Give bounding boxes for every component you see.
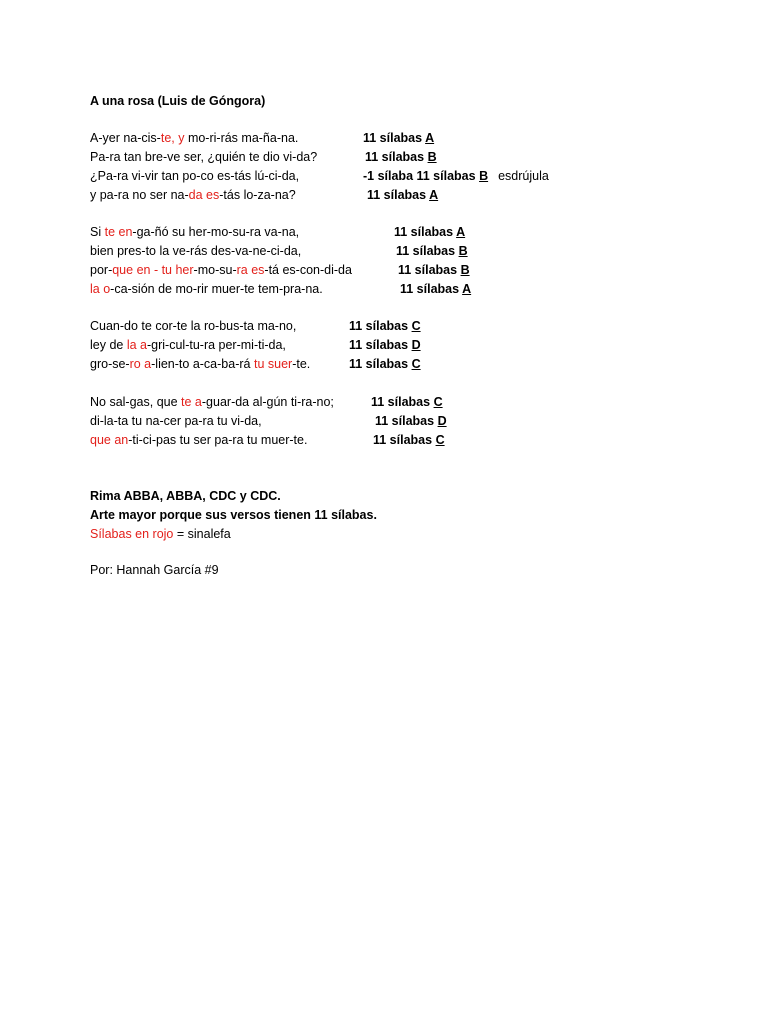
rhyme-letter: A [456, 225, 466, 239]
syllable-count: 11 sílabas [394, 225, 457, 239]
syllable-count: 11 sílabas [349, 338, 412, 352]
syllable-info [349, 337, 421, 353]
verse-segment: Si [90, 225, 105, 239]
rhyme-letter: B [458, 244, 468, 258]
verse-segment: -ca-sión de mo-rir muer-te tem-pra-na. [110, 282, 323, 296]
verse-line [90, 187, 296, 203]
sinalefa-segment: la o [90, 282, 111, 296]
syllable-info [349, 318, 421, 334]
sinalefa-segment: que en - tu her [112, 263, 194, 277]
verse-segment: Cuan-do te cor-te la ro-bus-ta ma-no, [90, 319, 297, 333]
verse-line [90, 224, 299, 240]
verse-line [90, 432, 307, 448]
verse-segment: -mo-su- [193, 263, 237, 277]
verse-segment: -ga-ñó su her-mo-su-ra va-na, [132, 225, 300, 239]
syllable-info [349, 356, 421, 372]
verse-line [90, 130, 298, 146]
poem-title: A una rosa (Luis de Góngora) [90, 94, 266, 108]
syllable-count: 11 sílabas [373, 433, 436, 447]
sinalefa-segment: la a [126, 338, 147, 352]
syllable-info [371, 394, 443, 410]
syllable-info [400, 281, 471, 297]
syllable-info [398, 262, 470, 278]
rhyme-letter: A [425, 131, 435, 145]
verse-line [90, 394, 334, 410]
syllable-count: 11 sílabas [416, 169, 480, 183]
verse-segment: ley de [90, 338, 127, 352]
verse-line [90, 337, 286, 353]
syllable-count: 11 sílabas [371, 395, 434, 409]
syllable-info [394, 224, 465, 240]
sinalefa-segment: da es [188, 188, 220, 202]
syllable-info [396, 243, 468, 259]
syllable-count: 11 sílabas [375, 414, 438, 428]
legend-red-text: Sílabas en rojo [90, 527, 174, 541]
rhyme-letter: C [411, 357, 421, 371]
syllable-count: 11 sílabas [363, 131, 426, 145]
rhyme-letter: B [479, 169, 489, 183]
verse-segment: -tás lo-za-na? [219, 188, 296, 202]
sinalefa-segment: ro a [129, 357, 152, 371]
verse-segment: -gri-cul-tu-ra per-mi-ti-da, [147, 338, 286, 352]
verse-line [90, 281, 323, 297]
meter-summary: Arte mayor porque sus versos tienen 11 sílabas. [90, 508, 377, 522]
syllable-count: 11 sílabas [400, 282, 463, 296]
verse-line [90, 262, 352, 278]
sinalefa-segment: tu suer [253, 357, 293, 371]
verse-segment: -lien-to a-ca-ba-rá [151, 357, 254, 371]
rhyme-letter: A [462, 282, 472, 296]
syllable-adjust: -1 sílaba [363, 169, 417, 183]
verse-line [90, 413, 262, 429]
syllable-info [365, 149, 437, 165]
rhyme-letter: B [427, 150, 437, 164]
syllable-count: 11 sílabas [367, 188, 430, 202]
verse-line [90, 356, 310, 372]
verse-segment: -tá es-con-di-da [264, 263, 352, 277]
rhyme-summary: Rima ABBA, ABBA, CDC y CDC. [90, 489, 281, 503]
rhyme-letter: D [437, 414, 447, 428]
sinalefa-segment: que an [90, 433, 129, 447]
verse-segment: bien pres-to la ve-rás des-va-ne-ci-da, [90, 244, 302, 258]
verse-segment: di-la-ta tu na-cer pa-ra tu vi-da, [90, 414, 262, 428]
legend-line [90, 526, 231, 542]
syllable-count: 11 sílabas [365, 150, 428, 164]
rhyme-letter: B [460, 263, 470, 277]
verse-segment: por- [90, 263, 113, 277]
sinalefa-segment: ra es [236, 263, 265, 277]
verse-segment: gro-se- [90, 357, 130, 371]
verse-segment: A-yer na-cis- [90, 131, 161, 145]
verse-segment: Pa-ra tan bre-ve ser, ¿quién te dio vi-da? [90, 150, 318, 164]
syllable-info [363, 168, 549, 184]
rhyme-letter: C [435, 433, 445, 447]
syllable-count: 11 sílabas [398, 263, 461, 277]
verse-segment: mo-ri-rás ma-ña-na. [184, 131, 299, 145]
author-line: Por: Hannah García #9 [90, 563, 219, 577]
verse-segment: -ti-ci-pas tu ser pa-ra tu muer-te. [128, 433, 308, 447]
rhyme-letter: C [433, 395, 443, 409]
legend-rest-text: = sinalefa [173, 527, 231, 541]
syllable-info [373, 432, 445, 448]
sinalefa-segment: te en [104, 225, 133, 239]
verse-segment: ¿Pa-ra vi-vir tan po-co es-tás lú-ci-da, [90, 169, 300, 183]
syllable-info [363, 130, 434, 146]
syllable-count: 11 sílabas [349, 319, 412, 333]
verse-note: esdrújula [498, 169, 549, 183]
sinalefa-segment: te, y [160, 131, 185, 145]
verse-segment: -guar-da al-gún ti-ra-no; [201, 395, 334, 409]
verse-line [90, 318, 296, 334]
verse-segment: -te. [292, 357, 311, 371]
syllable-count: 11 sílabas [349, 357, 412, 371]
syllable-info [367, 187, 438, 203]
syllable-info [375, 413, 447, 429]
verse-segment: y pa-ra no ser na- [90, 188, 189, 202]
rhyme-letter: D [411, 338, 421, 352]
rhyme-letter: A [429, 188, 439, 202]
verse-segment: No sal-gas, que [90, 395, 182, 409]
rhyme-letter: C [411, 319, 421, 333]
verse-line [90, 149, 317, 165]
syllable-count: 11 sílabas [396, 244, 459, 258]
verse-line [90, 243, 301, 259]
sinalefa-segment: te a [181, 395, 202, 409]
verse-line [90, 168, 299, 184]
